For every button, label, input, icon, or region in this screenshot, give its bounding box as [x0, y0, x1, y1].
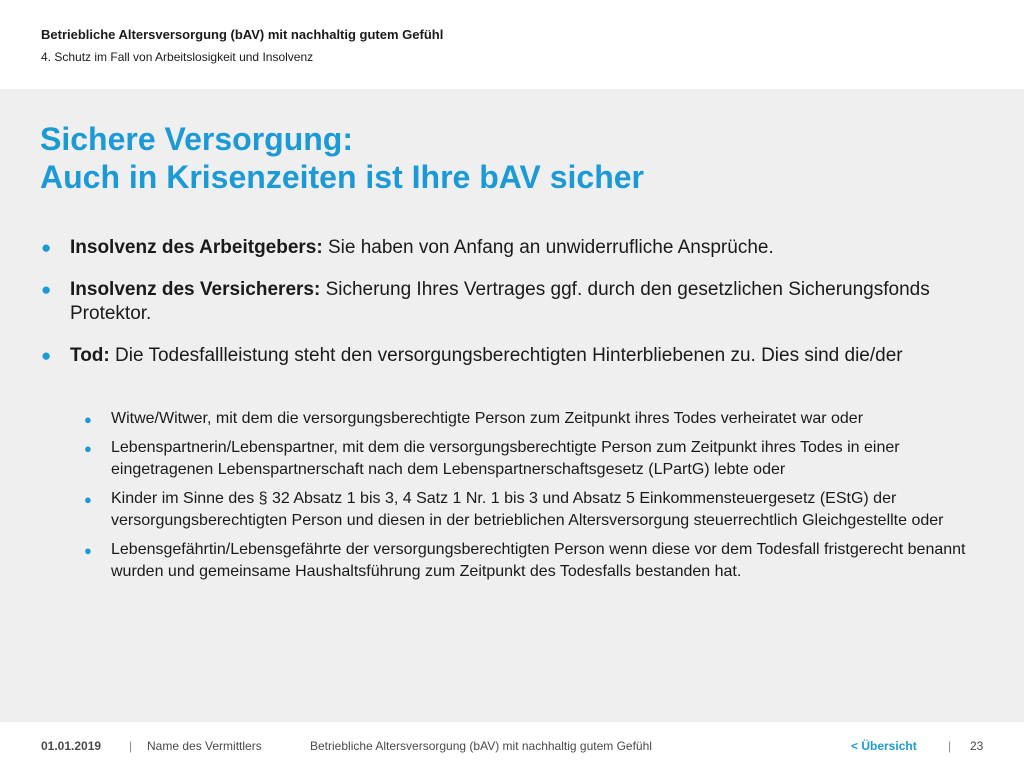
sub-bullet-item [84, 539, 984, 583]
bullet-item [41, 236, 961, 260]
bullet-text: Sie haben von Anfang an unwiderrufliche Ansprüche. [322, 237, 774, 258]
footer-separator: | [948, 739, 952, 753]
sub-bullet-text: Lebensgefährtin/Lebensgefährte der versorgungsberechtigten Person wenn diese vor dem Todesfall fristgerecht benannt wurden und gemeinsame Haushaltsführung zum Zeitpunkt des Todesfalls bestanden hat. [111, 541, 966, 580]
sub-bullet-item [84, 408, 984, 430]
bullet-label: Tod: [70, 345, 110, 366]
sub-bullet-text: Lebenspartnerin/Lebenspartner, mit dem die versorgungsberechtigte Person zum Zeitpunkt ihres Todes in einer eingetragenen Lebenspartnerschaft nach dem Lebenspartnerschaftsgesetz (LPartG) lebte oder [111, 439, 900, 478]
bullet-item [41, 278, 961, 326]
sub-bullet-text: Witwe/Witwer, mit dem die versorgungsberechtigte Person zum Zeitpunkt ihres Todes verheiratet war oder [111, 410, 864, 427]
overview-link[interactable]: < Übersicht [851, 739, 917, 753]
footer-separator: | [129, 739, 133, 753]
title-line-2: Auch in Krisenzeiten ist Ihre bAV sicher [40, 159, 644, 195]
bullet-dot-icon: ● [41, 238, 52, 257]
footer-date: 01.01.2019 [41, 739, 102, 753]
sub-bullet-dot-icon: ● [84, 543, 92, 558]
bullet-text: Die Todesfallleistung steht den versorgungsberechtigten Hinterbliebenen zu. Dies sind die/der [109, 345, 903, 366]
sub-bullet-dot-icon: ● [84, 492, 92, 507]
page-number: 23 [970, 739, 984, 753]
sub-bullet-dot-icon: ● [84, 412, 92, 427]
bullet-item [41, 344, 961, 368]
bullet-label: Insolvenz des Arbeitgebers: [70, 237, 323, 258]
bullet-dot-icon: ● [41, 346, 52, 365]
bullet-label: Insolvenz des Versicherers: [70, 279, 321, 300]
footer-doc-title: Betriebliche Altersversorgung (bAV) mit nachhaltig gutem Gefühl [310, 739, 652, 753]
slide-title [40, 120, 980, 196]
sub-bullet-item [84, 488, 984, 532]
main-bullet-list [41, 236, 961, 378]
header-section: 4. Schutz im Fall von Arbeitslosigkeit und Insolvenz [41, 50, 314, 64]
sub-bullet-text: Kinder im Sinne des § 32 Absatz 1 bis 3, 4 Satz 1 Nr. 1 bis 3 und Absatz 5 Einkommensteuergesetz (EStG) der versorgungsberechtigten Person und diesen in der betrieblichen Altersversorgung steuerrechtlich Gleichgestellte oder [111, 490, 944, 529]
sub-bullet-item [84, 437, 984, 481]
bullet-text: Sicherung Ihres Vertrages ggf. durch den gesetzlichen Sicherungsfonds Protektor. [70, 279, 930, 324]
slide-header [0, 0, 1024, 89]
header-kicker: Betriebliche Altersversorgung (bAV) mit nachhaltig gutem Gefühl [41, 27, 444, 42]
bullet-dot-icon: ● [41, 280, 52, 299]
title-line-1: Sichere Versorgung: [40, 121, 353, 157]
footer-agent-name: Name des Vermittlers [147, 739, 262, 753]
slide-footer [0, 722, 1024, 768]
sub-bullet-dot-icon: ● [84, 441, 92, 456]
sub-bullet-list [84, 408, 984, 590]
